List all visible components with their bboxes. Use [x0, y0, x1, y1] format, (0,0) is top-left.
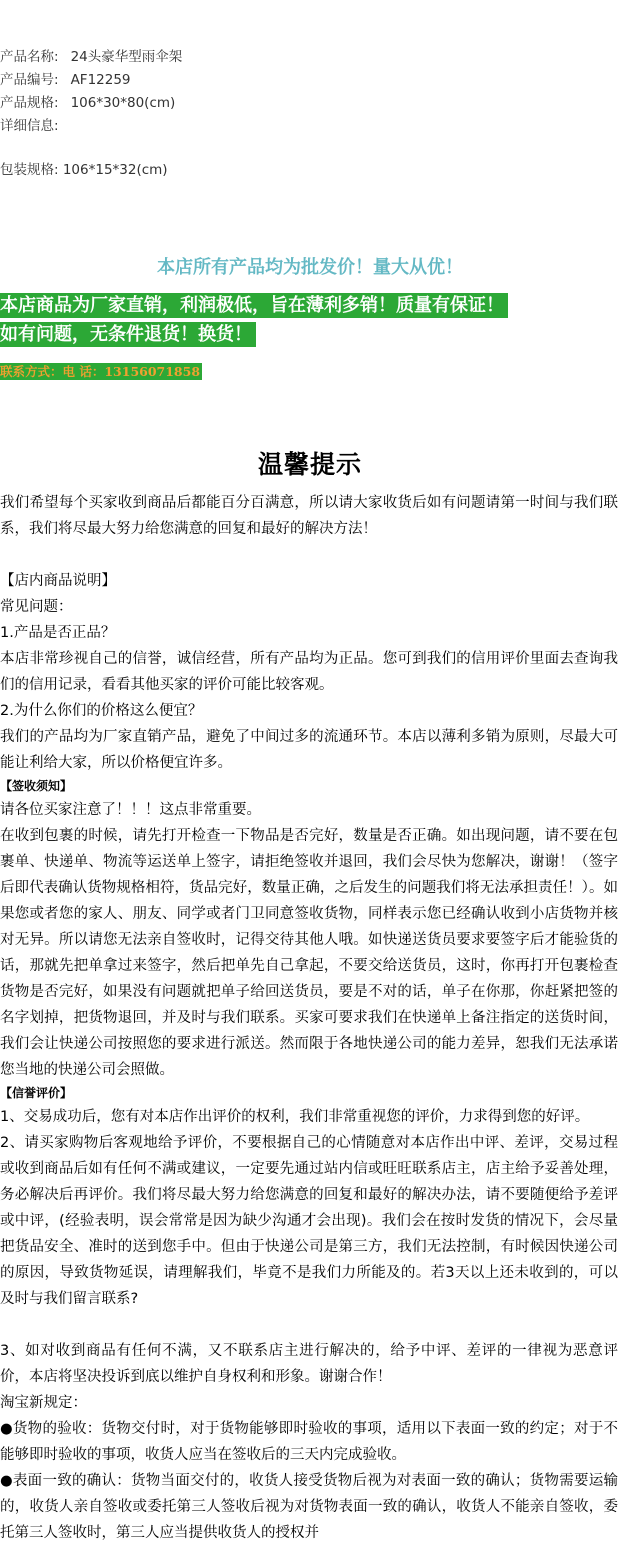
rating-item-2: 2、请买家购物后客观地给予评价，不要根据自己的心情随意对本店作出中评、差评，交易过程或收到商品后如有任何不满或建议，一定要先通过站内信或旺旺联系店主，店主给予妥善处理，务必解决后再评价。我们将尽最大努力给您满意的回复和最好的解决办法，请不要随便给予差评或中评，(经验表明，误会常常是因为缺少沟通才会出现)。我们会在按时发货的情况下，会尽量把货品安全、准时的送到您手中。但由于快递公司是第三方，我们无法控制，有时候因快递公司的原因，导致货物延误，请理解我们，毕竟不是我们力所能及的。若3天以上还未收到的，可以及时与我们留言联系? — [0, 1135, 618, 1307]
product-size-label: 产品规格: — [0, 95, 59, 111]
direct-sale-highlight: 本店商品为厂家直销，利润极低，旨在薄利多销！质量有保证！ — [0, 293, 508, 318]
taobao-rules-heading: 淘宝新规定： — [0, 1395, 87, 1411]
package-size: 包装规格: 106*15*32(cm) — [0, 162, 168, 178]
faq-question-1: 1.产品是否正品？ — [0, 625, 116, 641]
spacer — [0, 542, 618, 568]
sign-attention: 请各位买家注意了！！！这点非常重要。 — [0, 802, 261, 818]
notice-title: 温馨提示 — [257, 450, 362, 479]
product-detail-label: 详细信息: — [0, 118, 59, 134]
taobao-rule-inspection: ●货物的验收：货物交付时，对于货物能够即时验收的事项，适用以下表面一致的约定；对于不能够即时验收的事项，收货人应当在签收后的三天内完成验收。 — [0, 1421, 618, 1463]
rating-item-3: 3、如对收到商品有任何不满，又不联系店主进行解决的，给予中评、差评的一律视为恶意评价，本店将坚决投诉到底以维护自身权利和形象。谢谢合作！ — [0, 1343, 618, 1385]
section-sign-heading: 【签收须知】 — [0, 779, 73, 793]
section-rating-heading: 【信誉评价】 — [0, 1086, 73, 1100]
faq-heading: 常见问题： — [0, 599, 73, 615]
product-code-label: 产品编号: — [0, 72, 59, 88]
contact-phone: 联系方式：电 话：13156071858 — [0, 364, 201, 379]
product-size-row — [0, 91, 175, 111]
product-name-label: 产品名称: — [0, 49, 59, 65]
product-name-value: 24头豪华型雨伞架 — [70, 49, 183, 65]
faq-answer-2: 我们的产品均为厂家直销产品，避免了中间过多的流通环节。本店以薄利多销为原则，尽最大可能让利给大家，所以价格便宜许多。 — [0, 729, 618, 771]
rating-item-1: 1、交易成功后，您有对本店作出评价的权利，我们非常重视您的评价，力求得到您的好评。 — [0, 1109, 590, 1125]
product-code-value: AF12259 — [70, 72, 131, 88]
product-size-value: 106*30*80(cm) — [70, 95, 176, 111]
sign-instructions: 在收到包裹的时候，请先打开检查一下物品是否完好，数量是否正确。如出现问题，请不要在包裹单、快递单、物流等运送单上签字，请拒绝签收并退回，我们会尽快为您解决，谢谢！（签字后即代表确认货物规格相符，货品完好，数量正确，之后发生的问题我们将无法承担责任！）。如果您或者您的家人、朋友、同学或者门卫同意签收货物，同样表示您已经确认收到小店货物并核对无异。所以请您无法亲自签收时，记得交待其他人哦。如快递送货员要求要签字后才能验货的话，那就先把单拿过来签字，然后把单先自己拿起，不要交给送货员，这时，你再打开包裹检查货物是否完好，如果没有问题就把单子给回送货员，要是不对的话，单子在你那，你赶紧把签的名字划掉，把货物退回，并及时与我们联系。买家可要求我们在快递单上备注指定的送货时间，我们会让快递公司按照您的要求进行派送。然而限于各地快递公司的能力差异，恕我们无法承诺您当地的快递公司会照做。 — [0, 828, 618, 1078]
faq-question-2: 2.为什么你们的价格这么便宜？ — [0, 703, 203, 719]
taobao-rule-confirmation: ●表面一致的确认：货物当面交付的，收货人接受货物后视为对表面一致的确认；货物需要运输的，收货人亲自签收或委托第三人签收后视为对货物表面一致的确认，收货人不能亲自签收，委托第三人签收时，第三人应当提供收货人的授权并 — [0, 1473, 618, 1541]
section-store-heading: 【店内商品说明】 — [0, 573, 116, 589]
product-name-row — [0, 45, 182, 65]
faq-answer-1: 本店非常珍视自己的信誉，诚信经营，所有产品均为正品。您可到我们的信用评价里面去查询我们的信用记录，看看其他买家的评价可能比较客观。 — [0, 651, 618, 693]
notice-intro: 我们希望每个买家收到商品后都能百分百满意，所以请大家收货后如有问题请第一时间与我们联系，我们将尽最大努力给您满意的回复和最好的解决方法！ — [0, 495, 618, 537]
wholesale-banner: 本店所有产品均为批发价！量大从优！ — [157, 257, 463, 278]
product-code-row — [0, 68, 131, 88]
spacer — [0, 1312, 618, 1338]
notice-body — [0, 490, 618, 1546]
return-policy-highlight: 如有问题，无条件退货！换货！ — [0, 322, 256, 347]
